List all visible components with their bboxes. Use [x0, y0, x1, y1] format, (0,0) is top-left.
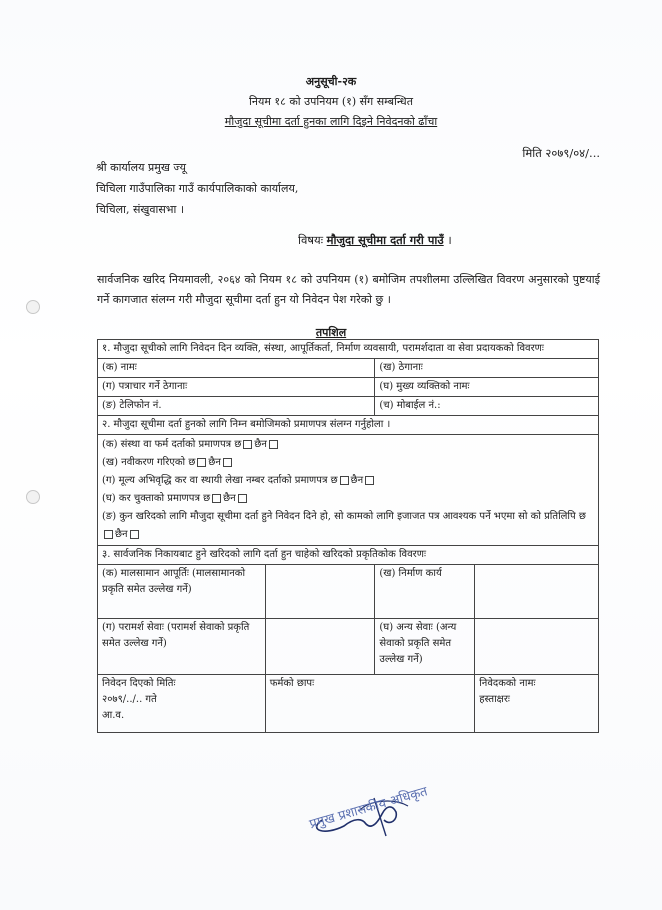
table-row: [98, 416, 599, 435]
empty-cell: [265, 619, 375, 675]
checkbox[interactable]: [104, 530, 113, 539]
table-row: [98, 397, 599, 416]
table-row: [98, 619, 599, 675]
construction-cell: (ख) निर्माण कार्य: [375, 565, 475, 619]
firm-stamp-cell: फर्मको छापः: [265, 675, 475, 733]
goods-supply-cell: (क) मालसामान आपूर्तिः (मालसामानको प्रकृति समेत उल्लेख गर्ने): [98, 565, 266, 619]
table-row: [98, 675, 599, 733]
correspondence-address-field: (ग) पत्राचार गर्ने ठेगानाः: [98, 378, 375, 397]
section2-list: [98, 435, 599, 546]
punch-hole: [26, 490, 40, 504]
empty-cell: [475, 565, 599, 619]
body-paragraph: सार्वजनिक खरिद नियमावली, २०६४ को नियम १८ को उपनियम (१) बमोजिम तपशीलमा उल्लिखित विवरण अनुसारको पुष्टयाई गर्ने कागजात संलग्न गरी मौजुदा सूचीमा दर्ता हुन यो निवेदन पेश गरेको छु ।: [97, 273, 600, 306]
addressee-line: चिचिला गाउँपालिका गाउँ कार्यपालिकाको कार्यालय,: [96, 182, 299, 195]
list-item: (घ) कर चुक्ताको प्रमाणपत्र छ छैन: [102, 490, 594, 508]
empty-cell: [265, 565, 375, 619]
details-table: [97, 339, 599, 733]
subject-line: [298, 233, 452, 248]
name-field: (क) नामः: [98, 359, 375, 378]
table-row: [98, 359, 599, 378]
empty-cell: [475, 619, 599, 675]
checkbox[interactable]: [130, 530, 139, 539]
mobile-field: (च) मोबाईल नं.:: [375, 397, 599, 416]
table-row: [98, 340, 599, 359]
list-item: (क) संस्था वा फर्म दर्ताको प्रमाणपत्र छ छैन: [102, 436, 594, 454]
section1-title: १. मौजुदा सूचीको लागि निवेदन दिन व्यक्ति, संस्था, आपूर्तिकर्ता, निर्माण व्यवसायी, परामर्शदाता वा सेवा प्रदायकको विवरणः: [98, 340, 599, 359]
key-person-field: (घ) मुख्य व्यक्तिको नामः: [375, 378, 599, 397]
application-date-cell: निवेदन दिएको मितिः २०७९/../.. गते आ.व.: [98, 675, 266, 733]
subject-end: ।: [447, 233, 452, 247]
other-services-cell: (घ) अन्य सेवाः (अन्य सेवाको प्रकृति समेत उल्लेख गर्ने): [375, 619, 475, 675]
punch-hole: [26, 300, 40, 314]
checkbox[interactable]: [212, 494, 221, 503]
form-title: मौजुदा सूचीमा दर्ता हुनका लागि दिइने निवेदनको ढाँचा: [224, 115, 438, 128]
official-stamp: प्रमुख प्रशासकीय अधिकृत: [307, 784, 430, 833]
subject-text: मौजुदा सूचीमा दर्ता गरी पाउँ: [326, 233, 444, 247]
checkbox[interactable]: [238, 494, 247, 503]
addressee-line: श्री कार्यालय प्रमुख ज्यू: [96, 161, 186, 174]
applicant-cell: निवेदकको नामः हस्ताक्षरः: [475, 675, 599, 733]
table-row: [98, 565, 599, 619]
schedule-title: अनुसूची-२क: [305, 75, 357, 88]
checkbox[interactable]: [223, 458, 232, 467]
address-field: (ख) ठेगानाः: [375, 359, 599, 378]
subject-label: विषयः: [298, 233, 324, 247]
date-line: मिति २०७९/०४/...: [522, 146, 600, 160]
table-row: [98, 435, 599, 546]
table-row: [98, 378, 599, 397]
section3-title: ३. सार्वजनिक निकायबाट हुने खरिदको लागि दर्ता हुन चाहेको खरिदको प्रकृतिकोक विवरणः: [98, 546, 599, 565]
addressee-line: चिचिला, संखुवासभा ।: [96, 203, 185, 216]
list-item: (ग) मूल्य अभिवृद्धि कर वा स्थायी लेखा नम्बर दर्ताको प्रमाणपत्र छ छैन: [102, 472, 594, 490]
checkbox[interactable]: [243, 440, 252, 449]
consulting-cell: (ग) परामर्श सेवाः (परामर्श सेवाको प्रकृति समेत उल्लेख गर्ने): [98, 619, 266, 675]
telephone-field: (ङ) टेलिफोन नं.: [98, 397, 375, 416]
checkbox[interactable]: [197, 458, 206, 467]
section2-title: २. मौजुदा सूचीमा दर्ता हुनको लागि निम्न बमोजिमको प्रमाणपत्र संलग्न गर्नुहोला ।: [98, 416, 599, 435]
table-row: [98, 546, 599, 565]
checkbox[interactable]: [340, 476, 349, 485]
list-item: (ङ) कुन खरिदको लागि मौजुदा सूचीमा दर्ता हुने निवेदन दिने हो, सो कामको लागि इजाजत पत्र आवश्यक पर्ने भएमा सो को प्रतिलिपि छछैन: [102, 511, 586, 540]
list-item: (ख) नवीकरण गरिएको छ छैन: [102, 454, 594, 472]
checkbox[interactable]: [269, 440, 278, 449]
table-caption: तपशिल: [315, 326, 347, 339]
checkbox[interactable]: [365, 476, 374, 485]
rule-reference: नियम १८ को उपनियम (१) सँग सम्बन्धित: [249, 95, 413, 108]
